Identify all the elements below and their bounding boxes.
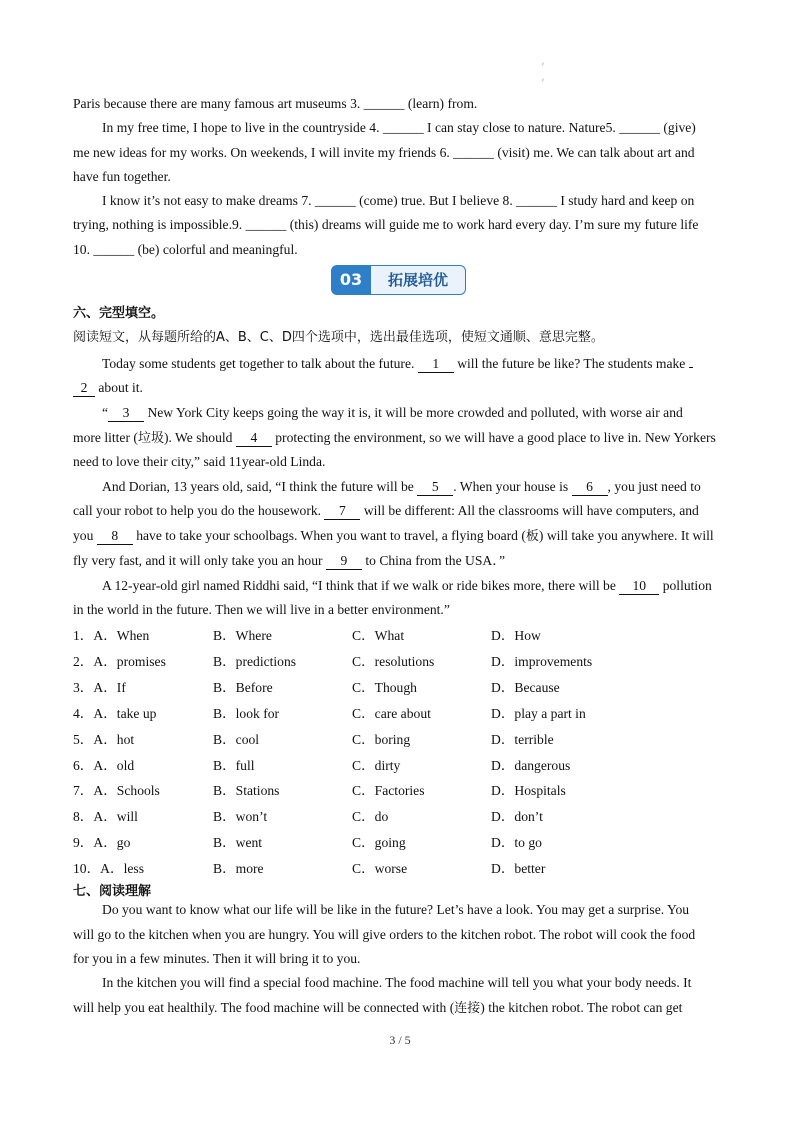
option-c: C．worse — [352, 861, 408, 876]
passage-line: have fun together. — [73, 169, 171, 184]
header-mark: ' — [542, 62, 544, 73]
reading-line: will help you eat healthily. The food machine will be connected with (连接) the kitchen robot. The robot can get — [73, 1000, 683, 1016]
option-a: 4．A．take up — [73, 706, 157, 721]
cloze-line: fly very fast, and it will only take you an hour 9 to China from the USA．” — [73, 553, 506, 568]
reading-line: In the kitchen you will find a special food machine. The food machine will tell you what your body needs. It — [102, 975, 692, 990]
cloze-line: in the world in the future. Then we will live in a better environment.” — [73, 602, 450, 617]
option-c: C．resolutions — [352, 654, 435, 669]
banner-number: 03 — [331, 265, 371, 295]
option-b: B．Before — [213, 680, 273, 695]
passage-line: me new ideas for my works. On weekends, I will invite my friends 6. ______ (visit) me. We can talk about art and — [73, 145, 695, 160]
header-mark: ' — [542, 78, 544, 89]
blank: 5 — [417, 479, 453, 496]
option-a: 5．A．hot — [73, 732, 135, 747]
blank: 2 — [73, 380, 95, 397]
passage-line: I know it’s not easy to make dreams 7. ______ (come) true. But I believe 8. ______ I study hard and keep on — [102, 193, 695, 208]
blank: 9 — [326, 553, 362, 570]
option-b: B．Where — [213, 628, 272, 643]
option-a: 1．A．When — [73, 628, 150, 643]
option-d: D．How — [491, 628, 541, 643]
option-c: C．do — [352, 809, 389, 824]
cloze-line: Today some students get together to talk about the future. 1 will the future be like? The students make — [102, 354, 729, 374]
blank: 1 — [418, 356, 454, 373]
cloze-line: “ 3 New York City keeps going the way it is, it will be more crowded and polluted, with worse air and — [102, 405, 683, 420]
option-a: 3．A．If — [73, 680, 126, 695]
option-a: 10．A．less — [73, 861, 144, 876]
option-c: C．What — [352, 628, 405, 643]
option-d: D．dangerous — [491, 758, 571, 773]
option-a: 9．A．go — [73, 835, 131, 850]
option-c: C．going — [352, 835, 406, 850]
section-instruction: 阅读短文，从每题所给的A、B、C、D四个选项中，选出最佳选项，使短文通顺、意思完整。 — [73, 330, 604, 345]
blank: 3 — [108, 405, 144, 422]
option-d: D．Hospitals — [491, 783, 566, 798]
option-b: B．Stations — [213, 783, 280, 798]
option-b: B．cool — [213, 732, 260, 747]
cloze-line: you 8 have to take your schoolbags. When you want to travel, a flying board (板) will take you anywhere. It will — [73, 528, 714, 544]
cloze-line: 2 about it. — [73, 378, 729, 398]
option-c: C．dirty — [352, 758, 401, 773]
option-d: D．play a part in — [491, 706, 586, 721]
option-d: D．Because — [491, 680, 560, 695]
blank: 8 — [97, 528, 133, 545]
section-banner — [331, 265, 467, 295]
option-c: C．boring — [352, 732, 411, 747]
option-b: B．more — [213, 861, 264, 876]
section-title: 七、阅读理解 — [73, 884, 152, 899]
option-b: B．look for — [213, 706, 280, 721]
option-d: D．terrible — [491, 732, 554, 747]
reading-line: for you in a few minutes. Then it will bring it to you. — [73, 951, 361, 966]
option-a: 8．A．will — [73, 809, 138, 824]
passage-line: In my free time, I hope to live in the countryside 4. ______ I can stay close to nature. Nature5. ______ (give) — [102, 120, 696, 135]
reading-line: Do you want to know what our life will be like in the future? Let’s have a look. You may get a surprise. You — [102, 902, 690, 917]
blank: 7 — [324, 503, 360, 520]
cloze-line: And Dorian, 13 years old, said, “I think the future will be 5 . When your house is 6 , you just need to — [102, 479, 701, 494]
option-a: 6．A．old — [73, 758, 135, 773]
option-c: C．care about — [352, 706, 431, 721]
blank: 10 — [619, 578, 659, 595]
option-c: C．Though — [352, 680, 417, 695]
blank: 4 — [236, 430, 272, 447]
option-d: D．better — [491, 861, 546, 876]
cloze-line: more litter (垃圾). We should 4 protecting the environment, so we will have a good place to live in. New Yorkers — [73, 430, 716, 446]
option-a: 2．A．promises — [73, 654, 166, 669]
option-a: 7．A．Schools — [73, 783, 160, 798]
banner-label: 拓展培优 — [371, 265, 466, 295]
blank: 6 — [572, 479, 608, 496]
option-b: B．went — [213, 835, 263, 850]
option-b: B．won’t — [213, 809, 268, 824]
reading-line: will go to the kitchen when you are hungry. You will give orders to the kitchen robot. The robot will cook the food — [73, 927, 696, 942]
cloze-line: need to love their city,” said 11year-old Linda. — [73, 454, 326, 469]
section-title: 六、完型填空。 — [73, 306, 165, 321]
option-d: D．improvements — [491, 654, 593, 669]
option-d: D．to go — [491, 835, 542, 850]
option-c: C．Factories — [352, 783, 425, 798]
cloze-line: A 12-year-old girl named Riddhi said, “I think that if we walk or ride bikes more, there will be 10 pollution — [102, 578, 712, 593]
option-b: B．predictions — [213, 654, 297, 669]
passage-line: 10. ______ (be) colorful and meaningful. — [73, 242, 298, 257]
option-b: B．full — [213, 758, 255, 773]
passage-line: trying, nothing is impossible.9. ______ (this) dreams will guide me to work hard every day. I’m sure my future life — [73, 217, 699, 232]
cloze-line: call your robot to help you do the housework. 7 will be different: All the classrooms will have computers, and — [73, 503, 699, 518]
passage-line: Paris because there are many famous art museums 3. ______ (learn) from. — [73, 96, 478, 111]
page-number: 3 / 5 — [389, 1033, 411, 1047]
option-d: D．don’t — [491, 809, 543, 824]
